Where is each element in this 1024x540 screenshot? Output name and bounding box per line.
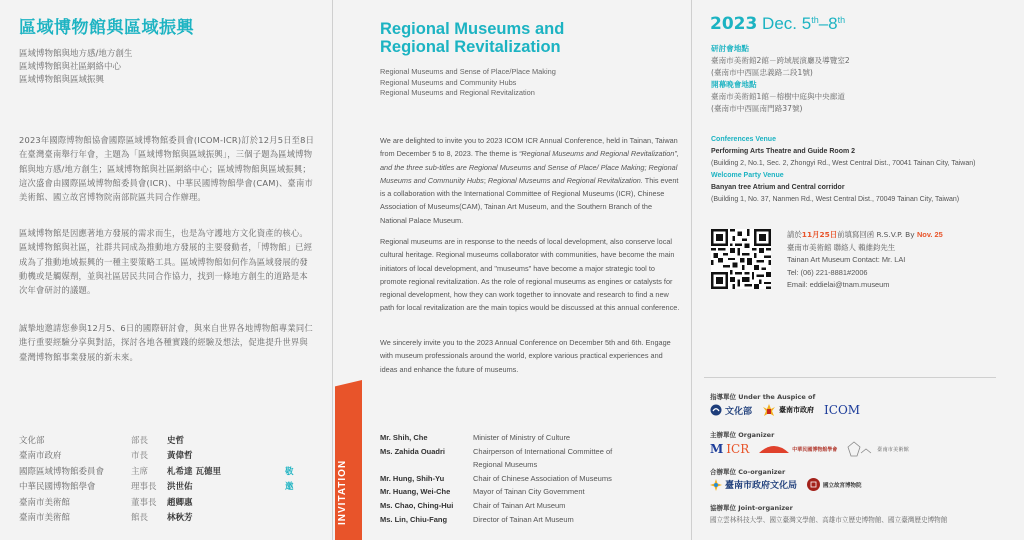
signatory-name xyxy=(380,458,473,472)
section-divider xyxy=(704,377,996,378)
text-span: This event is a collaboration with the International Committee of Regional Museums (ICR), Chinese Association of Museums(CAM), Tainan Art Museum, and the Southern Branch of the National Palace Museum. xyxy=(380,175,679,225)
auspice-label: 指導單位 Under the Auspice of xyxy=(710,393,816,401)
signatory-name: 黃偉哲 xyxy=(167,451,193,462)
venue-address: (Building 2, No.1, Sec. 2, Zhongyi Rd., West Central Dist., 70041 Tainan City, Taiwan) xyxy=(711,160,976,168)
signatory-row xyxy=(380,485,673,499)
logo-text: 臺南市美術館 xyxy=(877,446,910,453)
signatory-name: 札希達 瓦德里 xyxy=(167,466,221,477)
venue-name: Performing Arts Theatre and Guide Room 2 xyxy=(711,148,856,156)
joint-organizer-label: 協辦單位 Joint-organizer xyxy=(710,504,793,512)
signatory-row xyxy=(19,510,309,526)
signatory-title: 部長 xyxy=(131,435,149,446)
event-date xyxy=(710,14,845,34)
invite-mark: 邀 xyxy=(285,482,294,493)
signatory-name: Mr. Shih, Che xyxy=(380,433,428,442)
text-span: We are delighted to invite you to 2023 ICOM ICR Annual Conference, held in Tainan, Taiwan from December 5 to 8, 2023. The theme is xyxy=(380,136,678,159)
signatory-name: Mr. Huang, Wei-Che xyxy=(380,487,451,497)
venue-name: 臺南市美術館1館－榕樹中庭與中央廊道 xyxy=(711,92,845,101)
rsvp-deadline xyxy=(787,229,943,242)
title-line: Regional Revitalization xyxy=(380,38,561,56)
venues-zh xyxy=(711,43,850,115)
signatory-name: Ms. Zahida Ouadri xyxy=(380,446,446,456)
joint-organizers: 國立雲林科技大學、國立臺灣文學館、高雄市立歷史博物館、國立臺灣歷史博物館 xyxy=(710,516,948,524)
signatory-role: Chairperson of International Committee of xyxy=(473,446,613,456)
event-details-panel xyxy=(692,0,1024,540)
contact-email[interactable]: Email: eddielai@tnam.museum xyxy=(787,280,890,290)
paragraph-intro-en xyxy=(380,134,680,227)
signatory-org: 國際區域博物館委員會 xyxy=(19,466,105,477)
date-ordinal: th xyxy=(811,15,819,25)
paragraph-purpose-en: Regional museums are in response to the needs of local development, also conserve local cultural heritage. Regional museums collaborator with communities, have become the main initiators of local development, and "museums" have become a major strategic tool to promote regional revitalization. As the role of regional museums as engines or catalysts for regional development, how they can work together to innovate and research to find a new path for local revitalization are the main topics would be discussed at this annual conference. xyxy=(380,237,680,313)
date-month: Dec. 5 xyxy=(757,14,812,33)
signatory-row xyxy=(19,463,309,479)
paragraph-invite-zh: 誠摯地邀請您參與12月5、6日的國際研討會，與來自世界各地博物館專業同仁進行重要經驗分享與對話，探討各地各種實踐的經驗及想法，促進提升世界與臺灣博物館事業發展的新未來。 xyxy=(19,323,313,362)
subtitle: Regional Museums and Regional Revitalization xyxy=(380,88,535,97)
english-invitation-panel xyxy=(333,0,691,540)
text-span: 請於 xyxy=(787,230,802,239)
date-year: 2023 xyxy=(710,14,758,34)
icr-logo: M ICR xyxy=(710,442,750,456)
signatory-row xyxy=(19,448,309,464)
signatory-name: 史哲 xyxy=(167,435,185,446)
paragraph-invite-en: We sincerely invite you to the 2023 Annual Conference on December 5th and 6th. Engage with museum professionals around the world, explore various practical experiences and ideas and enhance the future of museums. xyxy=(380,338,671,374)
signatory-title: 董事長 xyxy=(131,497,157,508)
coorganizer-label: 合辦單位 Co-organizer xyxy=(710,468,786,476)
signatory-name: 洪世佑 xyxy=(167,482,193,493)
page-title-en xyxy=(380,20,564,56)
subtitle: 區域博物館與社區網絡中心 xyxy=(19,62,122,72)
theme-italic: “Regional Museums and Regional Revitalization”, and the three sub-titles are Regional Museums and Sense of Place/ Place Making; Regional Museums and Community Hubs xyxy=(380,149,679,185)
signatory-org: 臺南市美術館 xyxy=(19,497,71,508)
page-title-zh: 區域博物館與區域振興 xyxy=(19,18,194,38)
cam-logo xyxy=(759,443,837,455)
title-line: Regional Museums and xyxy=(380,20,565,38)
tainan-art-museum-logo xyxy=(847,441,909,457)
logo-text: ICR xyxy=(726,442,750,456)
coorganizer-logos xyxy=(710,478,862,491)
date-ordinal: th xyxy=(837,15,846,25)
theme-italic: Regional Museums and Regional Revitalization. xyxy=(487,175,643,185)
contact-en: Tainan Art Museum Contact: Mr. LAI xyxy=(787,255,906,265)
signatory-role: Chair of Chinese Association of Museums xyxy=(473,473,612,483)
logo-text: 國立故宮博物院 xyxy=(823,482,862,489)
signatory-row xyxy=(380,513,673,527)
signatory-row xyxy=(380,445,673,459)
signatory-org: 文化部 xyxy=(19,435,45,446)
signatory-row xyxy=(380,458,673,472)
signatory-role: Director of Tainan Art Museum xyxy=(473,514,574,524)
tainan-cultural-affairs-logo xyxy=(710,478,797,491)
signatory-row xyxy=(19,479,309,495)
logo-text: 臺南市政府 xyxy=(779,405,815,414)
contact-zh: 臺南市美術館 聯絡人 賴維鈞先生 xyxy=(787,242,896,252)
venue-name: Banyan tree Atrium and Central corridor xyxy=(711,184,845,192)
rsvp-date-zh: 11月25日 xyxy=(801,230,838,239)
subtitle: Regional Museums and Community Hubs xyxy=(380,77,517,87)
subtitle: Regional Museums and Sense of Place/Place Making xyxy=(380,67,556,76)
signatory-title: 館長 xyxy=(131,513,149,524)
venue-label: Welcome Party Venue xyxy=(711,172,784,180)
rsvp-qr-code[interactable] xyxy=(711,229,771,289)
tainan-city-government-logo xyxy=(762,403,814,417)
ministry-of-culture-logo xyxy=(710,404,752,417)
icom-logo: ICOM xyxy=(824,403,861,417)
signatory-title: 理事長 xyxy=(131,482,157,493)
logo-text: 中華民國博物館學會 xyxy=(792,446,838,453)
paragraph-intro-zh: 2023年國際博物館協會國際區域博物館委員會(ICOM-ICR)訂於12月5日至8日在臺灣臺南舉行年會，主題為「區域博物館與區域振興」，三個子題為區域博物館與地方感/地方創生；區域博物館與社區網絡中心；區域博物館與區域振興；這次盛會由國際區域博物館委員會(ICR)、中華民國博物館學會(CAM)、臺南市美術館、國立故宮博物院南部院區共同合作辦理。 xyxy=(19,135,315,203)
venue-address: (臺南市中西區南門路37號) xyxy=(711,104,803,113)
rsvp-info xyxy=(787,229,943,292)
venues-en xyxy=(711,134,975,207)
text-span: 前填寫回函 R.S.V.P. By xyxy=(837,230,917,239)
signatory-org: 臺南市美術館 xyxy=(19,513,71,524)
signatory-name: 林秋芳 xyxy=(167,513,193,524)
signatory-org: 中華民國博物館學會 xyxy=(19,482,96,493)
venue-label: 研討會地點 xyxy=(711,44,749,53)
signatory-org: 臺南市政府 xyxy=(19,451,62,462)
venue-address: (Building 1, No. 37, Nanmen Rd., West Central Dist., 70049 Tainan City, Taiwan) xyxy=(711,196,960,204)
auspice-logos xyxy=(710,403,860,417)
signatory-row xyxy=(380,431,673,445)
signatory-role: Regional Museums xyxy=(473,460,538,470)
venue-label: Conferences Venue xyxy=(711,136,776,143)
rsvp-date-en: Nov. 25 xyxy=(916,230,943,239)
logo-text: 文化部 xyxy=(725,406,753,417)
paragraph-purpose-zh: 區域博物館是因應著地方發展的需求而生，也是為守護地方文化資產的核心。區域博物館與社區，社群共同成為推動地方發展的主要發動者，「博物館」已經成為了推動地域振興的一種主要策略工具。區域博物館如何作為區域發展的發動機或是觸媒劑，並與社區居民共同合作協力，找到一條地方創生的道路是本次年會研討的議題。 xyxy=(19,228,313,296)
signatory-row xyxy=(19,494,309,510)
organizer-logos xyxy=(710,441,909,457)
subtitle: 區域博物館與地方感/地方創生 xyxy=(19,49,133,59)
text-span: ; xyxy=(483,175,488,185)
signatory-name: Mr. Hung, Shih-Yu xyxy=(380,473,445,483)
signatories-zh xyxy=(19,432,309,525)
signatory-role: Chair of Tainan Art Museum xyxy=(473,500,566,510)
chinese-invitation-panel xyxy=(0,0,332,540)
venue-name: 臺南市美術館2館－跨域展演廳及導覽室2 xyxy=(711,56,850,65)
signatory-row xyxy=(19,432,309,448)
signatory-name: Ms. Lin, Chiu-Fang xyxy=(380,514,448,524)
respect-mark: 敬 xyxy=(285,466,294,477)
subtitles-en xyxy=(380,67,556,99)
date-end: –8 xyxy=(818,14,838,33)
venue-label: 開幕晚會地點 xyxy=(711,80,757,89)
signatory-name: 趙卿惠 xyxy=(167,497,193,508)
subtitle: 區域博物館與區域振興 xyxy=(19,75,105,85)
invitation-label: INVITATION xyxy=(337,459,348,525)
organizer-label: 主辦單位 Organizer xyxy=(710,431,775,439)
signatory-role: Mayor of Tainan City Government xyxy=(473,487,585,497)
national-palace-museum-logo xyxy=(807,478,862,491)
signatories-en xyxy=(380,431,673,526)
contact-phone[interactable]: Tel: (06) 221-8881#2006 xyxy=(787,267,868,277)
signatory-role: Minister of Ministry of Culture xyxy=(473,433,571,442)
signatory-title: 市長 xyxy=(131,451,149,462)
venue-address: (臺南市中西區忠義路二段1號) xyxy=(711,68,813,77)
signatory-title: 主席 xyxy=(131,466,149,477)
subtitles-zh xyxy=(19,48,132,87)
signatory-row xyxy=(380,499,673,513)
signatory-row xyxy=(380,472,673,486)
signatory-name: Ms. Chao, Ching-Hui xyxy=(380,500,454,510)
logo-text: 臺南市政府文化局 xyxy=(725,481,798,491)
